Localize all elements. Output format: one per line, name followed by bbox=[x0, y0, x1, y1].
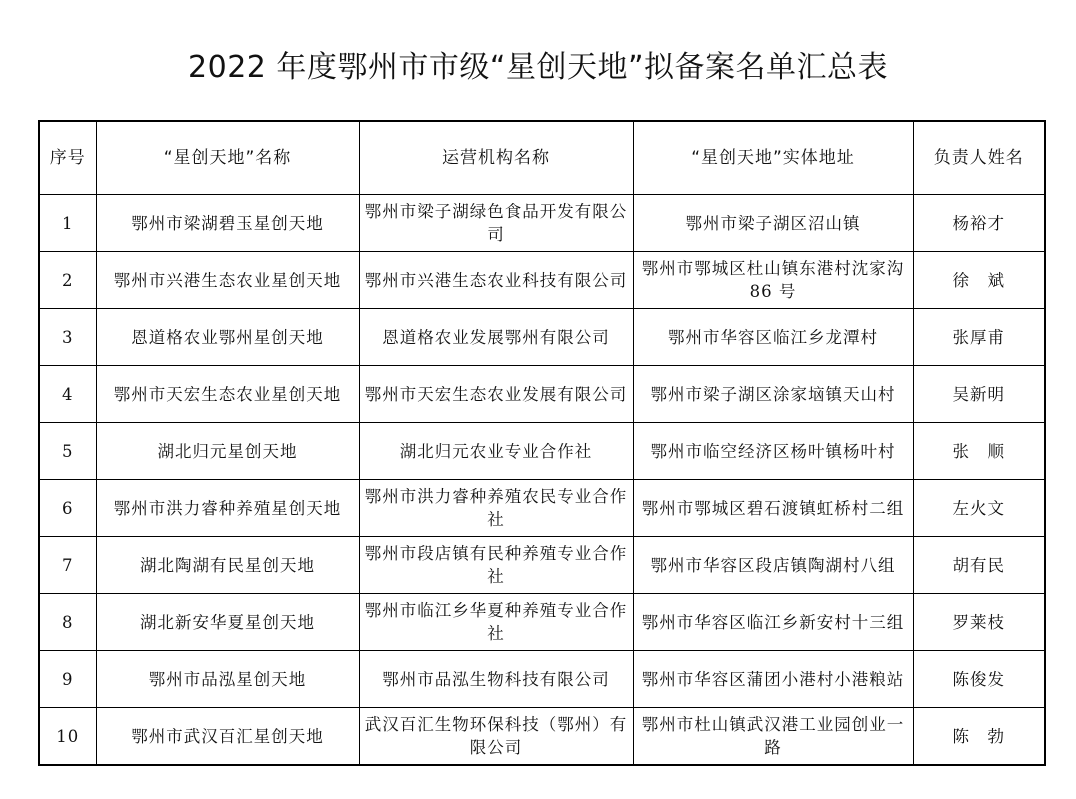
cell-person: 陈 勃 bbox=[913, 708, 1045, 766]
cell-person: 张 顺 bbox=[913, 423, 1045, 480]
cell-index: 10 bbox=[39, 708, 96, 766]
table-header bbox=[39, 121, 1045, 195]
cell-name: 湖北新安华夏星创天地 bbox=[96, 594, 359, 651]
table-row bbox=[39, 309, 1045, 366]
cell-name: 鄂州市天宏生态农业星创天地 bbox=[96, 366, 359, 423]
cell-name: 湖北陶湖有民星创天地 bbox=[96, 537, 359, 594]
cell-person: 陈俊发 bbox=[913, 651, 1045, 708]
cell-operator: 鄂州市梁子湖绿色食品开发有限公司 bbox=[359, 195, 633, 252]
table-row bbox=[39, 366, 1045, 423]
cell-operator: 鄂州市兴港生态农业科技有限公司 bbox=[359, 252, 633, 309]
header-operator: 运营机构名称 bbox=[359, 121, 633, 195]
header-name: “星创天地”名称 bbox=[96, 121, 359, 195]
cell-name: 鄂州市品泓星创天地 bbox=[96, 651, 359, 708]
cell-name: 鄂州市兴港生态农业星创天地 bbox=[96, 252, 359, 309]
table-row bbox=[39, 480, 1045, 537]
table-row bbox=[39, 708, 1045, 766]
document-title: 2022 年度鄂州市市级“星创天地”拟备案名单汇总表 bbox=[188, 50, 888, 85]
cell-operator: 鄂州市天宏生态农业发展有限公司 bbox=[359, 366, 633, 423]
cell-address: 鄂州市临空经济区杨叶镇杨叶村 bbox=[633, 423, 913, 480]
roster-table bbox=[38, 120, 1046, 766]
cell-name: 恩道格农业鄂州星创天地 bbox=[96, 309, 359, 366]
cell-operator: 鄂州市临江乡华夏种养殖专业合作社 bbox=[359, 594, 633, 651]
table-row bbox=[39, 594, 1045, 651]
cell-address: 鄂州市鄂城区碧石渡镇虹桥村二组 bbox=[633, 480, 913, 537]
table-row bbox=[39, 651, 1045, 708]
cell-index: 1 bbox=[39, 195, 96, 252]
cell-address: 鄂州市梁子湖区沼山镇 bbox=[633, 195, 913, 252]
cell-address: 鄂州市华容区临江乡新安村十三组 bbox=[633, 594, 913, 651]
cell-index: 2 bbox=[39, 252, 96, 309]
cell-person: 吴新明 bbox=[913, 366, 1045, 423]
cell-index: 9 bbox=[39, 651, 96, 708]
header-index: 序号 bbox=[39, 121, 96, 195]
cell-name: 鄂州市洪力睿种养殖星创天地 bbox=[96, 480, 359, 537]
cell-index: 6 bbox=[39, 480, 96, 537]
cell-name: 鄂州市梁湖碧玉星创天地 bbox=[96, 195, 359, 252]
cell-address: 鄂州市梁子湖区涂家垴镇天山村 bbox=[633, 366, 913, 423]
cell-operator: 鄂州市品泓生物科技有限公司 bbox=[359, 651, 633, 708]
cell-address: 鄂州市华容区段店镇陶湖村八组 bbox=[633, 537, 913, 594]
table-row bbox=[39, 537, 1045, 594]
cell-address: 鄂州市杜山镇武汉港工业园创业一路 bbox=[633, 708, 913, 766]
cell-person: 罗莱枝 bbox=[913, 594, 1045, 651]
cell-index: 7 bbox=[39, 537, 96, 594]
cell-operator: 湖北归元农业专业合作社 bbox=[359, 423, 633, 480]
cell-address: 鄂州市鄂城区杜山镇东港村沈家沟 86 号 bbox=[633, 252, 913, 309]
cell-operator: 鄂州市洪力睿种养殖农民专业合作社 bbox=[359, 480, 633, 537]
cell-name: 湖北归元星创天地 bbox=[96, 423, 359, 480]
header-person: 负责人姓名 bbox=[913, 121, 1045, 195]
cell-index: 4 bbox=[39, 366, 96, 423]
cell-index: 5 bbox=[39, 423, 96, 480]
table-row bbox=[39, 423, 1045, 480]
header-address: “星创天地”实体地址 bbox=[633, 121, 913, 195]
cell-address: 鄂州市华容区蒲团小港村小港粮站 bbox=[633, 651, 913, 708]
cell-operator: 武汉百汇生物环保科技（鄂州）有限公司 bbox=[359, 708, 633, 766]
cell-person: 杨裕才 bbox=[913, 195, 1045, 252]
table-row bbox=[39, 252, 1045, 309]
cell-person: 胡有民 bbox=[913, 537, 1045, 594]
cell-operator: 恩道格农业发展鄂州有限公司 bbox=[359, 309, 633, 366]
cell-name: 鄂州市武汉百汇星创天地 bbox=[96, 708, 359, 766]
cell-address: 鄂州市华容区临江乡龙潭村 bbox=[633, 309, 913, 366]
header-row bbox=[39, 121, 1045, 195]
cell-person: 左火文 bbox=[913, 480, 1045, 537]
cell-index: 3 bbox=[39, 309, 96, 366]
cell-person: 徐 斌 bbox=[913, 252, 1045, 309]
cell-operator: 鄂州市段店镇有民种养殖专业合作社 bbox=[359, 537, 633, 594]
cell-person: 张厚甫 bbox=[913, 309, 1045, 366]
table-body bbox=[39, 195, 1045, 766]
table-row bbox=[39, 195, 1045, 252]
cell-index: 8 bbox=[39, 594, 96, 651]
